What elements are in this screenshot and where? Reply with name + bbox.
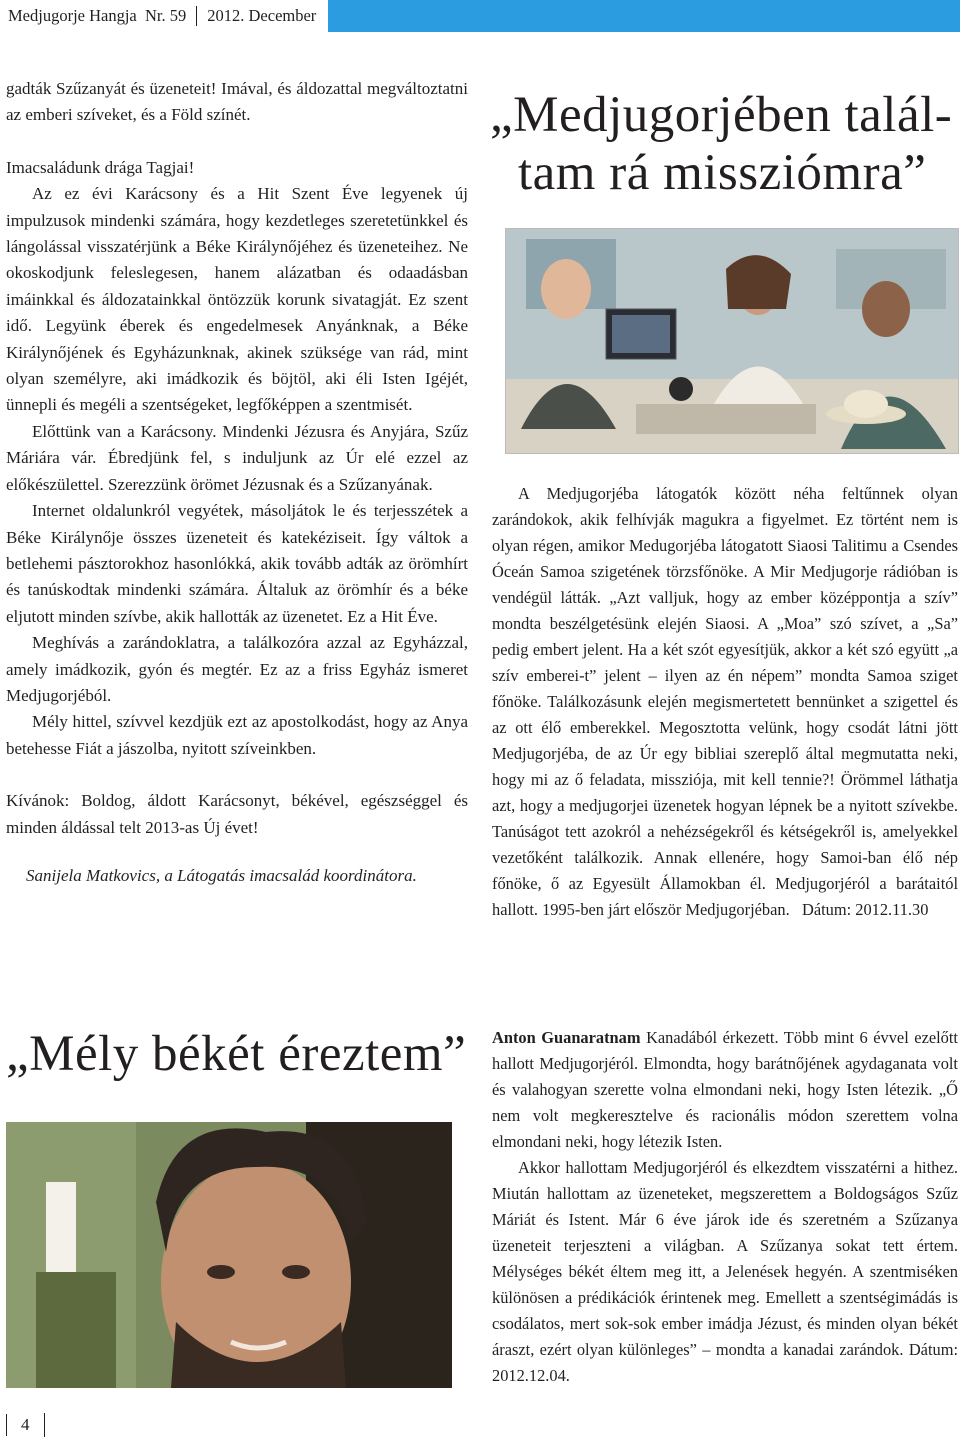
paragraph: Mély hittel, szívvel kezdjük ezt az apostolkodást, hogy az Anya betehesse Fiát a jászolba, nyitott szíveinkben. [6,712,468,758]
article2-title: „Mély békét éreztem” [6,1026,467,1082]
page-footer [6,1413,45,1437]
article-body [492,481,958,923]
author-name: Anton Guanaratnam [492,1028,641,1047]
footer-rule [44,1413,45,1437]
portrait-photo [6,1122,452,1388]
paragraph: Meghívás a zarándoklatra, a találkozóra azzal az Egyházzal, amely imádkozik, gyón és megtér. Ez az a friss Egyház ismeret Medjugorjéból. [6,633,468,705]
running-head [0,0,328,32]
page-number: 4 [21,1415,30,1434]
radio-studio-illustration [506,229,958,453]
signature: Sanijela Matkovics, a Látogatás imacsalád koordinátora. [26,865,417,885]
paragraph: Előttünk van a Karácsony. Mindenki Jézusra és Anyjára, Szűz Máriára vár. Ébredjünk fel, s induljunk az Úr elé ezzel az előkészülettel. Szerezzünk örömet Jézusnak és a Szűzanyának. [6,421,468,494]
header-divider [196,6,197,26]
article-title-line1: „Medjugorjében talál- [490,87,953,143]
journal-name: Medjugorje Hangja [8,6,137,25]
salutation: Imacsaládunk drága Tagjai! [6,157,195,177]
article-text: A Medjugorjéba látogatók között néha feltűnnek olyan zarándokok, akik felhívják magukra a figyelmet. Ez történt nem is olyan régen, amikor Medugorjéba látogatott Siaosi Talitimu a Csendes Óceán Samoa szigetének törzsfőnöke. A Mir Medjugorje rádióban is vendégül látták. „Azt valljuk, hogy az ember középpontja a szív” mondta beszélgetésünk elején Siaosi. A „Moa” szó szívet, a „Sa” pedig embert jelent. Ha a két szót egyesítjük, akkor a két szó együtt „a szív emberei-t” jelent – ilyen az én népem” mondta Samoa sziget főnöke. Találkozásunk elején megismertetett bennünket a szigettel és az ott élő emberekkel. Megosztotta velünk, hogy csodát látni jött Medjugorjéba, de az Úr egy bibliai szereplő által megmutatta neki, hogy mi az ő feladata, missziója, mit kell tennie?! Örömmel láthatja azt, hogy a medjugorjei üzenetek hogyan lépnek be a nyitott szívekbe. Tanúságot tett azokról a nehézségekről és kétségekről is, amelyekkel vezetőként találkozik. Annak ellenére, hogy Samoi-ban élő nép főnöke, ő az Egyesült Államokban él. Medjugorjéról a barátaitól hallott. 1995-ben járt először Medjugorjéban. Dátum: 2012.11.30 [492,484,958,919]
article2-paragraph: Anton Guanaratnam Kanadából érkezett. Több mint 6 évvel ezelőtt hallott Medjugorjéról. Elmondta, hogy barátnőjének agydaganata volt és valahogyan szerette volna elmondani neki, hogy Isten létezik. „Ő nem volt megkeresztelve és racionális módon szerettem volna elmondani neki, hogy létezik Isten. [492,1028,958,1151]
article-title-line2: tam rá missziómra” [518,145,927,201]
article-title [490,86,960,202]
article2-body [492,1025,958,1389]
article2-paragraph: Akkor hallottam Medjugorjéról és elkezdtem visszatérni a hithez. Miután hallottam az üzeneteket, megszerettem a Boldogságos Szűz Máriát és Istent. Már 6 éve járok ide és szeretném a Szűzanya üzeneteit terjeszteni a világban. A Szűzanya sokat tett értem. Mélységes békét éltem meg itt, a Jelenések hegyén. A szentmiséken különösen a prédikációk érintenek meg. Emellett a szentségimádás is csodálatos, mert sok-sok ember imádja Jézust, és minden olyan békét áraszt, ezért olyan különleges” – mondta a kanadai zarándok. Dátum: 2012.12.04. [492,1158,958,1385]
paragraph: Internet oldalunkról vegyétek, másoljátok le és terjesszétek a Béke Királynője összes üzeneteit és katekéziseit. Így váltok a betlehemi pásztorokhoz hasonlókká, akik tovább adták az örömhírt és tanúskodtak mindenki számára. Általuk az örömhír és a béke eljutott minden szívbe, akik hallották az üzenetet. Ez a Hit Éve. [6,501,468,626]
paragraph: Az ez évi Karácsony és a Hit Szent Éve legyenek új impulzusok mindenki számára, hogy kezdetleges szeretetünkkel és lángolással visszatérjünk a Béke Királynőjéhez és üzeneteihez. Ne okoskodjunk feleslegesen, hanem alázatban és odaadásban imáinkkal és áldozatainkkal öntözzük korunk sivatagját. Ez szent idő. Legyünk éberek és engedelmesek Anyánknak, a Béke Királynőjének és Egyházunknak, akinek szüksége van rád, mint olyan személyre, aki imádkozik és böjtöl, aki éli Isten Igéjét, ünnepli és megéli a szentségeket, legfőképpen a szentmisét. [6,184,468,415]
greeting: Kívánok: Boldog, áldott Karácsonyt, békével, egészséggel és minden áldással telt 2013-as Új évet! [6,791,468,837]
radio-studio-photo [505,228,959,454]
portrait-illustration [6,1122,452,1388]
article-date: Dátum: 2012.11.30 [801,900,929,919]
left-column [6,76,468,889]
paragraph-continued: gadták Szűzanyát és üzeneteit! Imával, és áldozattal megváltoztatni az emberi szíveket, és a Föld színét. [6,79,468,125]
issue-number: Nr. 59 [145,6,187,25]
issue-date: 2012. December [207,6,317,25]
